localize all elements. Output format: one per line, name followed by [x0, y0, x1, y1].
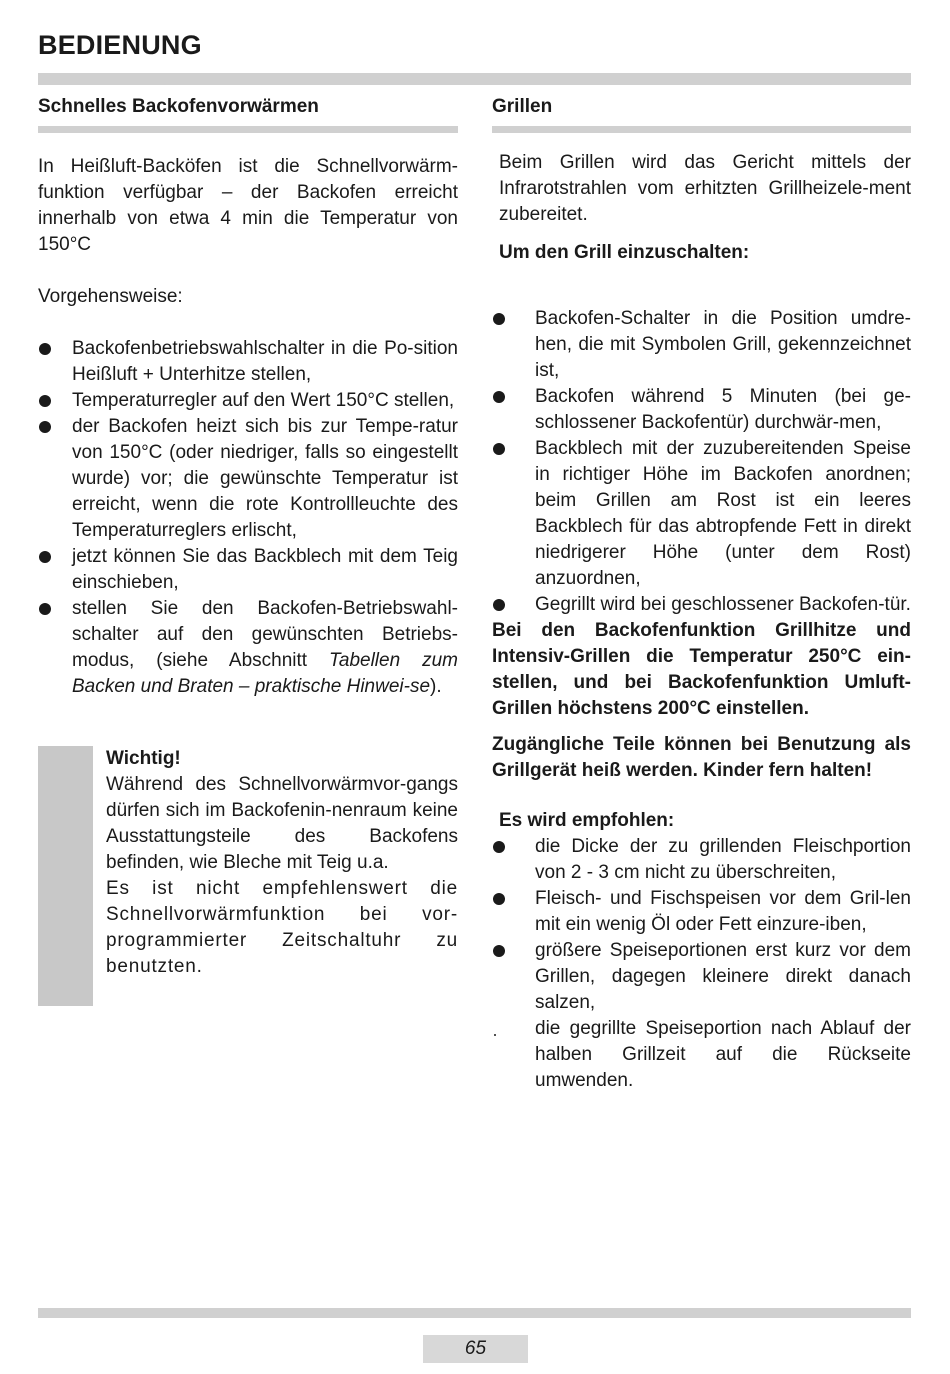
list-item: Backofen-Schalter in die Position umdre-hen, die mit Symbolen Grill, gekennzeichnet ist,: [492, 306, 911, 384]
bullet-icon: [39, 551, 51, 563]
section-reference: Tabellen zum Backen und Braten – praktische Hinwei-se: [72, 650, 458, 697]
list-item: Gegrillt wird bei geschlossener Backofen-tür.: [492, 592, 911, 618]
procedure-label: Vorgehensweise:: [38, 286, 183, 307]
grill-intro: Beim Grillen wird das Gericht mittels der Infrarotstrahlen vom erhitzten Grillheizele-ment zubereitet.: [499, 152, 911, 225]
list-item: stellen Sie den Backofen-Betriebswahl-schalter auf den gewünschten Betriebs-modus, (siehe Abschnitt Tabellen zum Backen und Braten – praktische Hinwei-se).: [38, 596, 458, 700]
bullet-icon: [493, 391, 505, 403]
bullet-icon: [493, 841, 505, 853]
hot-parts-warning: Zugängliche Teile können bei Benutzung als Grillgerät heiß werden. Kinder fern halten!: [492, 734, 911, 781]
bullet-icon: [39, 421, 51, 433]
right-column: [492, 94, 911, 1094]
list-item: jetzt können Sie das Backblech mit dem Teig einschieben,: [38, 544, 458, 596]
list-item: Backofen während 5 Minuten (bei ge-schlossener Backofentür) durchwär-men,: [492, 384, 911, 436]
bullet-icon: [493, 945, 505, 957]
bullet-icon: [39, 603, 51, 615]
temperature-warning: Bei den Backofenfunktion Grillhitze und Intensiv-Grillen die Temperatur 250°C ein-stellen, und bei Backofenfunktion Umluft-Grillen höchstens 200°C einstellen.: [492, 620, 911, 719]
list-item: Temperaturregler auf den Wert 150°C stellen,: [38, 388, 458, 414]
grill-steps-list: [492, 306, 911, 618]
preheat-intro: In Heißluft-Backöfen ist die Schnellvorwärm-funktion verfügbar – der Backofen erreicht innerhalb von etwa 4 min die Temperatur von 150°C: [38, 156, 458, 255]
note-title: Wichtig!: [106, 748, 181, 769]
note-marker-bar: [38, 746, 93, 1006]
bullet-icon: [493, 443, 505, 455]
list-item: Backofenbetriebswahlschalter in die Po-sition Heißluft + Unterhitze stellen,: [38, 336, 458, 388]
page-title: BEDIENUNG: [38, 30, 202, 60]
footer-divider: [38, 1308, 911, 1318]
bullet-icon: [493, 313, 505, 325]
recommend-label: Es wird empfohlen:: [499, 810, 675, 831]
section-heading-preheat: Schnelles Backofenvorwärmen: [38, 96, 319, 117]
bullet-icon: [493, 893, 505, 905]
list-item: der Backofen heizt sich bis zur Tempe-ratur von 150°C (oder niedriger, falls so eingestellt wurde) vor; die gewünschte Temperatur ist erreicht, wenn die rote Kontrollleuchte des Temperaturreglers erlischt,: [38, 414, 458, 544]
list-item: die Dicke der zu grillenden Fleischportion von 2 - 3 cm nicht zu überschreiten,: [492, 834, 911, 886]
procedure-list: [38, 336, 458, 700]
page-number: 65: [423, 1335, 528, 1363]
bullet-icon: [39, 343, 51, 355]
important-note: [38, 746, 458, 980]
note-text-2: Es ist nicht empfehlenswert die Schnellvorwärmfunktion bei vor-programmierter Zeitschaltuhr zu benutzten.: [106, 878, 458, 977]
note-text-1: Während des Schnellvorwärmvor-gangs dürfen sich im Backofenin-nenraum keine Ausstattungsteile des Backofens befinden, wie Bleche mit Teig u.a.: [106, 774, 458, 873]
section-divider: [492, 126, 911, 133]
list-item: Backblech mit der zuzubereitenden Speise in richtiger Höhe im Backofen anordnen; beim Grillen am Rost ist ein leeres Backblech für das abtropfende Fett in direkt niedrigerer Höhe (unter dem Rost) anzuordnen,: [492, 436, 911, 592]
bullet-icon: [493, 599, 505, 611]
list-item: größere Speiseportionen erst kurz vor dem Grillen, dagegen kleinere direkt danach salzen,: [492, 938, 911, 1016]
left-column: [38, 94, 458, 980]
bullet-icon: [39, 395, 51, 407]
switch-on-label: Um den Grill einzuschalten:: [499, 242, 750, 263]
bullet-icon: [494, 1034, 496, 1036]
header-divider: [38, 73, 911, 85]
list-item: die gegrillte Speiseportion nach Ablauf der halben Grillzeit auf die Rückseite umwenden.: [492, 1016, 911, 1094]
list-item: Fleisch- und Fischspeisen vor dem Gril-len mit ein wenig Öl oder Fett einzure-iben,: [492, 886, 911, 938]
tips-list: [492, 834, 911, 1094]
section-heading-grill: Grillen: [492, 96, 553, 117]
section-divider: [38, 126, 458, 133]
